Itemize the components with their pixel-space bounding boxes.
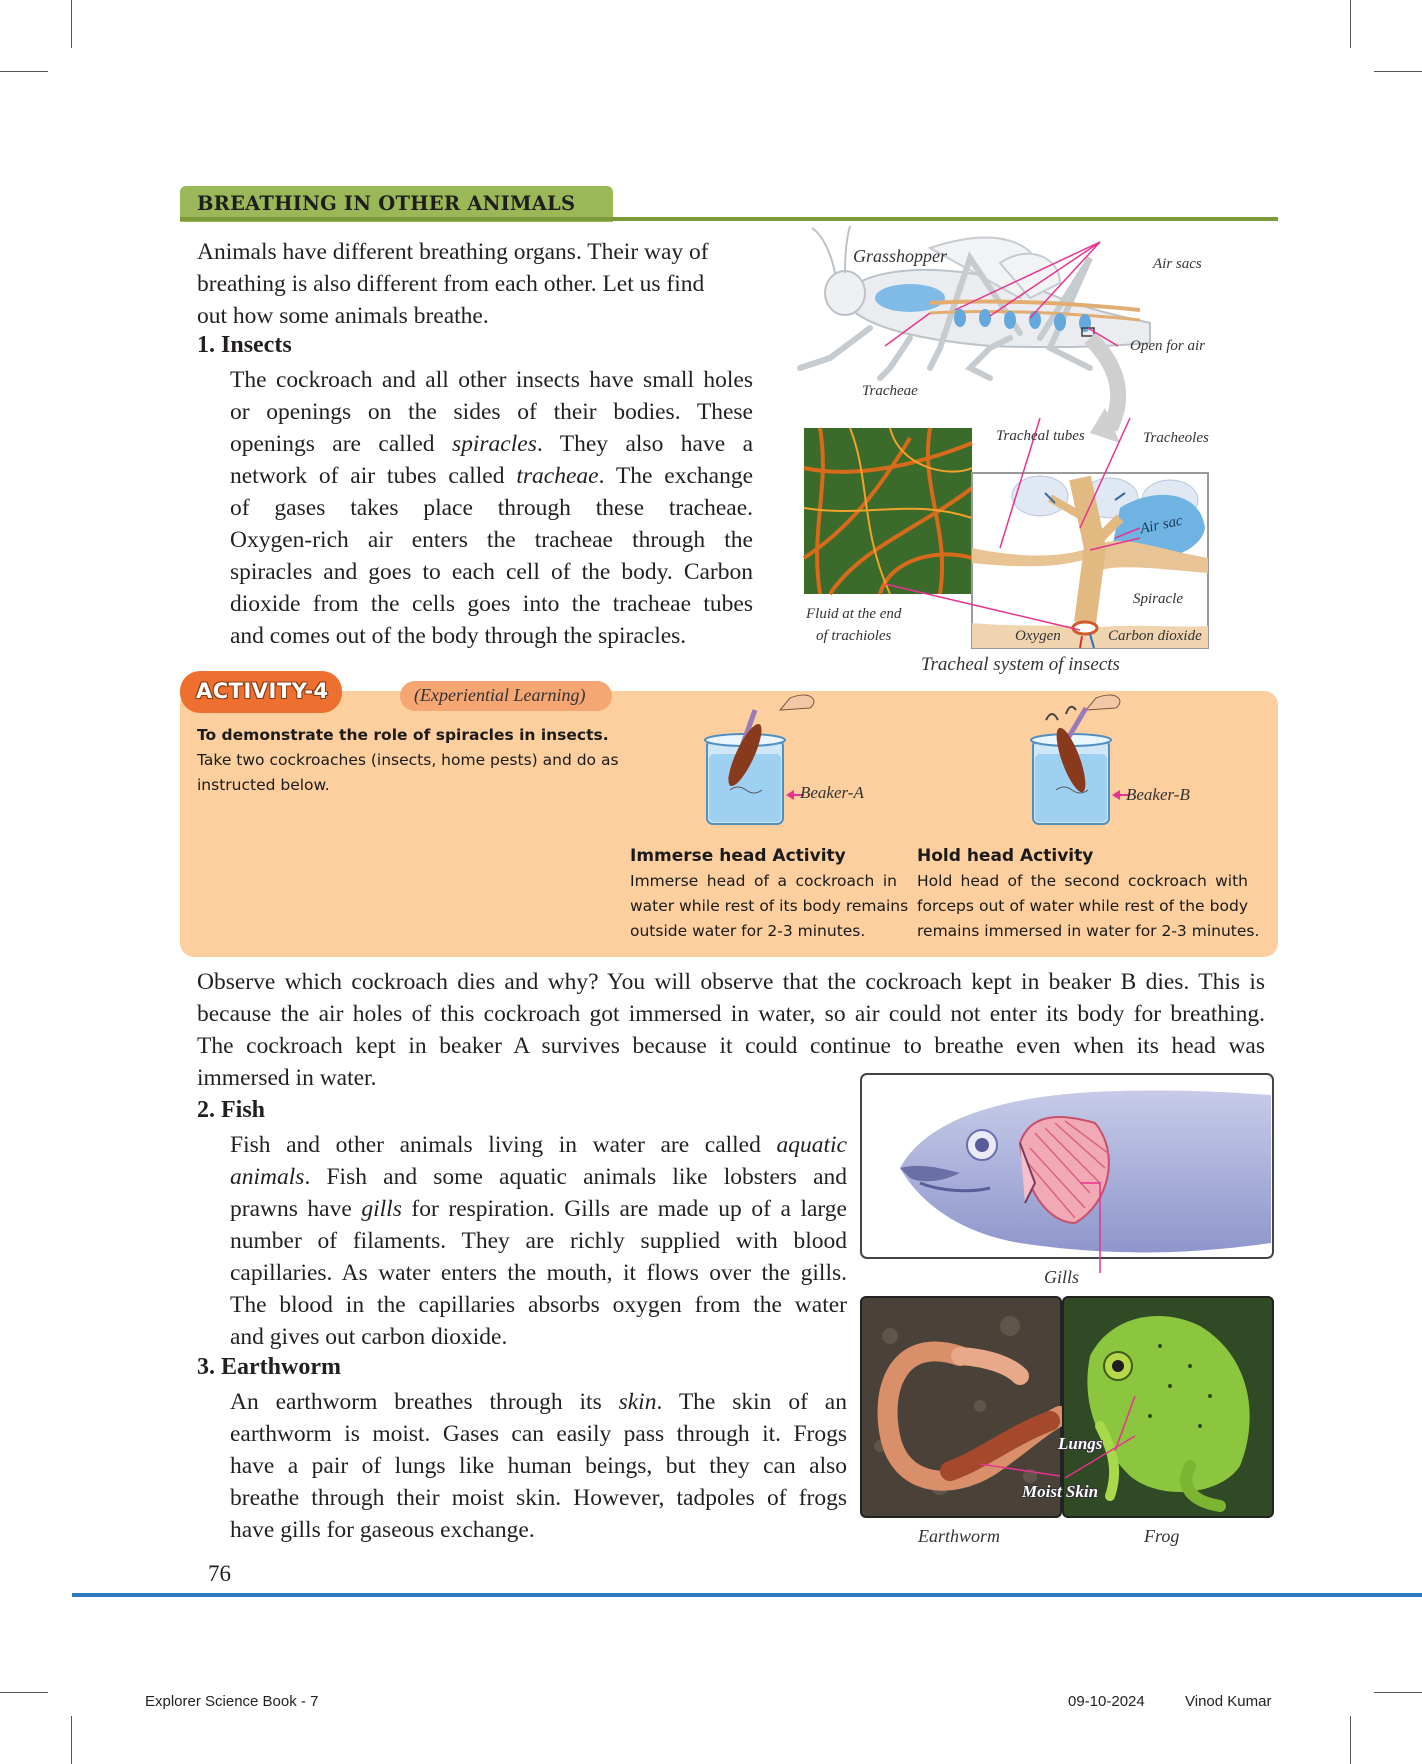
text-line: Take two cockroaches (insects, home pests) and do as bbox=[197, 751, 619, 769]
text-line: forceps out of water while rest of the body bbox=[917, 897, 1248, 915]
gills-label: Gills bbox=[1044, 1267, 1080, 1287]
label-beaker-a: Beaker-A bbox=[800, 783, 864, 802]
immerse-head-activity bbox=[630, 844, 909, 944]
label-tracheal-tubes: Tracheal tubes bbox=[996, 428, 1085, 444]
text-line: animals. Fish and some aquatic animals like lobsters and bbox=[230, 1164, 847, 1190]
text-line: remains immersed in water for 2-3 minutes. bbox=[917, 922, 1260, 940]
fish-gills-illustration bbox=[860, 1073, 1274, 1259]
label-carbon-dioxide: Carbon dioxide bbox=[1108, 628, 1202, 644]
label-air-sacs: Air sacs bbox=[1153, 256, 1202, 272]
beaker-a-illustration bbox=[700, 690, 880, 830]
text-line: spiracles and goes to each cell of the body. Carbon bbox=[230, 559, 753, 585]
label-air-sac: Air sac bbox=[1138, 512, 1185, 538]
activity-tab: ACTIVITY-4 bbox=[180, 671, 342, 713]
text-line: Oxygen-rich air enters the tracheae through the bbox=[230, 527, 753, 553]
text-line: Fish and other animals living in water are called aquatic bbox=[230, 1132, 847, 1158]
text-line: because the air holes of this cockroach got immersed in water, so air could not enter its body for breathing. bbox=[197, 1001, 1265, 1027]
text-line: outside water for 2-3 minutes. bbox=[630, 922, 866, 940]
text-line: have a pair of lungs like human beings, but they can also bbox=[230, 1453, 847, 1479]
text-line: number of filaments. They are richly supplied with blood bbox=[230, 1228, 847, 1254]
label-fluid: Fluid at the end of trachioles bbox=[806, 606, 902, 644]
crop-mark bbox=[0, 1692, 48, 1693]
label-oxygen: Oxygen bbox=[1015, 628, 1061, 644]
label-grasshopper: Grasshopper bbox=[853, 246, 948, 266]
text-line: dioxide from the cells goes into the tracheae tubes bbox=[230, 591, 753, 617]
page-number: 76 bbox=[208, 1561, 231, 1586]
insects-paragraph bbox=[230, 364, 753, 652]
earthworm-caption: Earthworm bbox=[918, 1526, 1001, 1546]
text-line: The cockroach and all other insects have small holes bbox=[230, 367, 753, 393]
earthworm-paragraph bbox=[230, 1386, 847, 1546]
frog-caption: Frog bbox=[1144, 1526, 1180, 1546]
text-line: Observe which cockroach dies and why? You will observe that the cockroach kept in beaker B dies. This is bbox=[197, 969, 1265, 995]
label-tracheoles: Tracheoles bbox=[1143, 430, 1209, 446]
footer-date: 09-10-2024 bbox=[1068, 1693, 1145, 1710]
footer-author: Vinod Kumar bbox=[1185, 1693, 1272, 1710]
footer-rule bbox=[72, 1593, 1422, 1597]
activity-intro bbox=[197, 723, 619, 798]
text-line: and gives out carbon dioxide. bbox=[230, 1324, 508, 1350]
fish-heading: 2. Fish bbox=[197, 1097, 266, 1123]
text-line: water while rest of its body remains bbox=[630, 897, 909, 915]
text-line: instructed below. bbox=[197, 776, 330, 794]
crop-mark bbox=[0, 71, 48, 72]
text-line: An earthworm breathes through its skin. The skin of an bbox=[230, 1389, 847, 1415]
beaker-b-illustration bbox=[1026, 690, 1206, 830]
text-line: immersed in water. bbox=[197, 1065, 377, 1091]
text-line: and comes out of the body through the spiracles. bbox=[230, 623, 687, 649]
text-line: of gases takes place through these tracheae. bbox=[230, 495, 753, 521]
earthworm-heading: 3. Earthworm bbox=[197, 1354, 341, 1380]
crop-mark bbox=[1350, 1716, 1351, 1764]
immerse-title: Immerse head Activity bbox=[630, 846, 846, 866]
crop-mark bbox=[71, 1716, 72, 1764]
text-line: have gills for gaseous exchange. bbox=[230, 1517, 535, 1543]
text-line: Hold head of the second cockroach with bbox=[917, 872, 1248, 890]
crop-mark bbox=[71, 0, 72, 48]
insects-heading: 1. Insects bbox=[197, 332, 292, 358]
hold-head-activity bbox=[917, 844, 1260, 944]
text-line: capillaries. As water enters the mouth, it flows over the gills. bbox=[230, 1260, 847, 1286]
fish-paragraph bbox=[230, 1129, 847, 1353]
term-gills: gills bbox=[361, 1196, 402, 1222]
label-tracheae: Tracheae bbox=[862, 383, 918, 399]
footer-book: Explorer Science Book - 7 bbox=[145, 1693, 319, 1710]
intro-paragraph bbox=[197, 236, 753, 332]
label-spiracle: Spiracle bbox=[1133, 591, 1183, 607]
moist-skin-label: Moist Skin bbox=[1022, 1482, 1099, 1501]
crop-mark bbox=[1350, 0, 1351, 48]
text-line: earthworm is moist. Gases can easily pass through it. Frogs bbox=[230, 1421, 847, 1447]
text-line: prawns have gills for respiration. Gills are made up of a large bbox=[230, 1196, 847, 1222]
section-title: BREATHING IN OTHER ANIMALS bbox=[197, 192, 576, 215]
hold-title: Hold head Activity bbox=[917, 846, 1094, 866]
activity-aim: To demonstrate the role of spiracles in insects. bbox=[197, 726, 609, 744]
text-line: Animals have different breathing organs. Their way of bbox=[197, 239, 709, 265]
text-line: The blood in the capillaries absorbs oxygen from the water bbox=[230, 1292, 847, 1318]
term-skin: skin bbox=[618, 1389, 657, 1415]
text-line: Immerse head of a cockroach in bbox=[630, 872, 897, 890]
section-rule bbox=[180, 217, 1278, 221]
text-line: The cockroach kept in beaker A survives because it could continue to breathe even when its head was bbox=[197, 1033, 1265, 1059]
text-line: breathing is also different from each other. Let us find bbox=[197, 271, 705, 297]
tracheal-caption: Tracheal system of insects bbox=[921, 654, 1120, 675]
text-line: or openings on the sides of their bodies. These bbox=[230, 399, 753, 425]
text-line: openings are called spiracles. They also have a bbox=[230, 431, 754, 457]
lungs-label: Lungs bbox=[1058, 1434, 1103, 1453]
experiential-learning-pill: (Experiential Learning) bbox=[400, 681, 612, 711]
term-spiracles: spiracles bbox=[451, 431, 537, 457]
label-open-for-air: Open for air bbox=[1130, 338, 1205, 354]
text-line: out how some animals breathe. bbox=[197, 303, 489, 329]
label-beaker-b: Beaker-B bbox=[1126, 785, 1190, 804]
term-tracheae: tracheae bbox=[516, 463, 599, 489]
text-line: network of air tubes called tracheae. The exchange bbox=[230, 463, 753, 489]
crop-mark bbox=[1374, 71, 1422, 72]
crop-mark bbox=[1374, 1692, 1422, 1693]
text-line: breathe through their moist skin. However, tadpoles of frogs bbox=[230, 1485, 847, 1511]
